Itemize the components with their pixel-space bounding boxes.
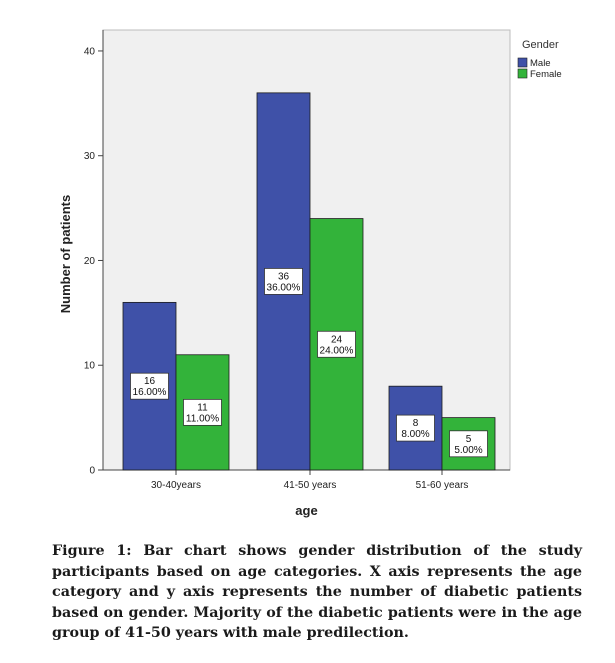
data-label-count: 11 <box>197 402 208 414</box>
y-axis <box>84 30 103 477</box>
y-tick-label: 40 <box>83 46 95 58</box>
y-axis-title: Number of patients <box>58 194 73 314</box>
data-label-percent: 24.00% <box>319 345 354 357</box>
data-label-count: 24 <box>330 334 343 346</box>
data-label-count: 5 <box>465 433 472 445</box>
data-label-percent: 36.00% <box>266 282 301 294</box>
x-tick-label: 41-50 years <box>283 480 337 491</box>
data-label <box>397 415 435 441</box>
y-tick-label: 10 <box>83 360 95 372</box>
data-label <box>184 399 222 425</box>
data-label-percent: 8.00% <box>401 429 430 441</box>
legend-label-female: Female <box>530 69 562 80</box>
legend-title: Gender <box>522 39 559 51</box>
data-label <box>131 373 169 399</box>
data-label-count: 16 <box>143 376 156 388</box>
legend-label-male: Male <box>530 58 551 69</box>
data-label <box>450 431 488 457</box>
x-tick-label: 51-60 years <box>415 480 469 491</box>
legend-swatch-male <box>518 58 527 67</box>
data-label-percent: 11.00% <box>185 413 220 425</box>
y-tick-label: 20 <box>83 255 95 267</box>
figure-caption: Figure 1: Bar chart shows gender distribution of the study participants based on age categories. X axis represents the age category and y axis represents the number of diabetic patients based on gender. Majority of the diabetic patients were in the age group of 41-50 years with male predilection. <box>52 543 582 641</box>
x-tick-label: 30-40years <box>150 480 202 491</box>
data-label-percent: 5.00% <box>454 444 483 456</box>
data-label-count: 8 <box>412 418 419 430</box>
data-label <box>318 331 356 357</box>
data-label-count: 36 <box>277 271 290 283</box>
legend-swatch-female <box>518 69 527 78</box>
x-axis <box>103 470 510 491</box>
data-label-percent: 16.00% <box>132 387 167 399</box>
legend <box>518 39 562 80</box>
x-axis-title: age <box>295 503 318 518</box>
data-label <box>265 268 303 294</box>
y-tick-label: 30 <box>83 151 95 163</box>
y-tick-label: 0 <box>89 465 95 477</box>
